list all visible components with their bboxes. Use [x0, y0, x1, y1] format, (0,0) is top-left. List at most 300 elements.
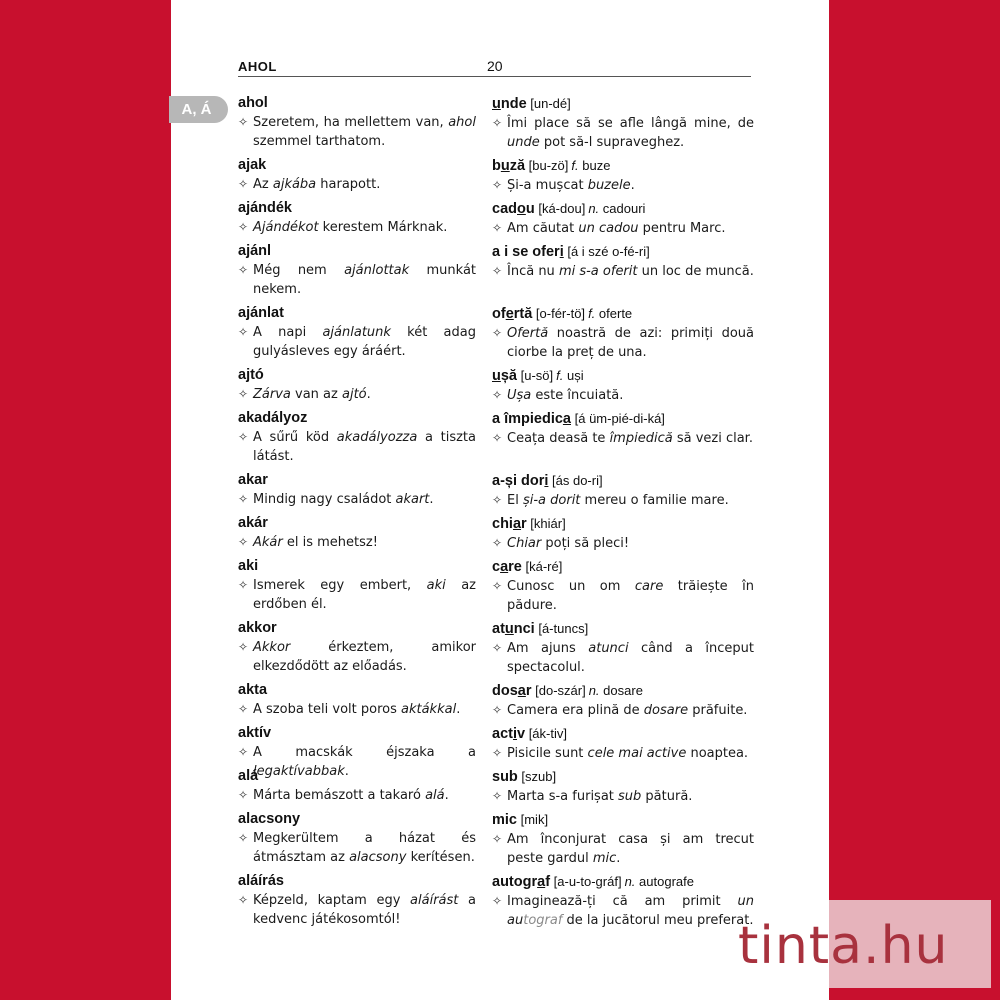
text-run: noaptea.	[686, 746, 749, 761]
text-run: trăiește în pădure.	[507, 579, 754, 613]
example-sentence	[238, 490, 476, 509]
headword	[238, 410, 307, 426]
text-run: aki	[426, 578, 446, 593]
example-sentence	[492, 262, 754, 281]
dictionary-entry	[492, 199, 754, 238]
text-run: atunci	[588, 641, 629, 656]
pronunciation	[525, 158, 568, 173]
example-sentence	[238, 829, 476, 867]
example-sentence	[492, 830, 754, 868]
entry-heading	[492, 619, 754, 639]
dictionary-entry	[492, 767, 754, 806]
text-run: cad	[492, 201, 517, 217]
text-run: a tiszta látást.	[253, 430, 476, 464]
dictionary-entry	[492, 366, 754, 405]
text-run: ajánl	[238, 243, 272, 259]
text-run: Még nem	[253, 263, 345, 278]
entry-heading	[492, 366, 754, 386]
dictionary-entry	[238, 409, 476, 466]
example-diamond-icon: ✧	[492, 746, 503, 760]
headword	[238, 558, 258, 574]
example-diamond-icon: ✧	[238, 893, 249, 907]
headword	[492, 473, 548, 489]
text-run: aktákkal	[401, 702, 457, 717]
entry-heading	[238, 557, 476, 576]
text-run: care	[634, 579, 664, 594]
text-run: i	[544, 473, 549, 489]
text-run: ahol	[448, 115, 476, 130]
text-run: Mindig nagy családot	[253, 492, 396, 507]
part-of-speech: f.	[556, 368, 564, 383]
example-sentence	[492, 892, 754, 930]
example-diamond-icon: ✧	[238, 387, 249, 401]
dictionary-entry	[238, 810, 476, 867]
text-run: Camera era plină de	[507, 703, 644, 718]
text-run: akar	[238, 472, 268, 488]
text-run: .	[616, 851, 621, 866]
headword	[238, 620, 277, 636]
text-run: a	[537, 874, 546, 890]
text-run: unde	[507, 135, 540, 150]
text-run: ajánlatunk	[322, 325, 391, 340]
text-run: ajándék	[238, 200, 292, 216]
example-sentence	[492, 639, 754, 677]
headword	[492, 812, 517, 828]
text-run: ajánlat	[238, 305, 284, 321]
text-run: [szub]	[517, 769, 557, 784]
example-sentence	[238, 891, 476, 929]
headword	[492, 874, 550, 890]
text-run: să vezi clar.	[672, 431, 753, 446]
text-run: Megkerültem a házat és átmásztam az	[253, 831, 476, 865]
example-sentence	[492, 491, 754, 510]
text-run: Akár	[253, 535, 283, 550]
text-run: un cadou	[578, 221, 639, 236]
headword	[492, 411, 571, 427]
text-run: tograf	[523, 913, 563, 928]
text-run: nde	[500, 96, 527, 112]
headword	[492, 516, 527, 532]
text-run: Am căutat	[507, 221, 579, 236]
text-run: ajtó	[341, 387, 367, 402]
text-run: [bu-zö]	[525, 158, 569, 173]
example-diamond-icon: ✧	[238, 263, 249, 277]
example-sentence	[492, 324, 754, 362]
entry-heading	[492, 156, 754, 176]
entry-heading	[238, 156, 476, 175]
example-diamond-icon: ✧	[492, 789, 503, 803]
plural-form: oferte	[598, 306, 633, 321]
text-run: [u-sö]	[517, 368, 554, 383]
example-sentence	[492, 386, 754, 405]
text-run: .	[444, 788, 449, 803]
text-run: autogr	[492, 874, 538, 890]
text-run: sub	[618, 789, 642, 804]
plural-form: dosare	[603, 683, 643, 698]
text-run: Pisicile sunt	[507, 746, 588, 761]
example-sentence	[492, 534, 754, 553]
headword	[238, 243, 271, 259]
text-run: a kedvenc játékosomtól!	[253, 893, 476, 927]
example-diamond-icon: ✧	[238, 640, 249, 654]
example-diamond-icon: ✧	[492, 388, 503, 402]
dictionary-entry	[238, 366, 476, 404]
pronunciation	[518, 769, 556, 784]
grammar-info	[556, 368, 583, 383]
example-diamond-icon: ✧	[238, 702, 249, 716]
dictionary-entry	[238, 872, 476, 929]
text-run: ză	[509, 158, 526, 174]
text-run: act	[492, 726, 513, 742]
example-sentence	[492, 176, 754, 195]
text-run: kerítésen.	[406, 850, 475, 865]
text-run: Márta bemászott a takaró	[253, 788, 426, 803]
plural-form: uși	[566, 368, 584, 383]
page-number: 20	[487, 58, 503, 74]
example-sentence	[238, 533, 476, 552]
text-run: a	[500, 559, 509, 575]
dictionary-entry	[238, 557, 476, 614]
text-run: A sűrű köd	[253, 430, 337, 445]
plural-form: cadouri	[602, 201, 646, 216]
dictionary-entry	[238, 199, 476, 237]
pronunciation	[550, 874, 622, 889]
example-diamond-icon: ✧	[238, 492, 249, 506]
headword	[238, 725, 271, 741]
example-diamond-icon: ✧	[238, 831, 249, 845]
pronunciation	[564, 244, 650, 259]
entry-heading	[492, 557, 754, 577]
dictionary-page	[171, 0, 829, 1000]
entry-heading	[238, 409, 476, 428]
text-run: re	[508, 559, 522, 575]
headword	[492, 769, 518, 785]
headword	[492, 306, 532, 322]
text-run: [khiár]	[526, 516, 566, 531]
dictionary-entry	[238, 619, 476, 676]
headword	[492, 621, 535, 637]
text-run: [ká-dou]	[534, 201, 586, 216]
example-diamond-icon: ✧	[492, 326, 503, 340]
text-run: El	[507, 493, 523, 508]
text-run: rtă	[513, 306, 533, 322]
text-run: mi s-a oferit	[558, 264, 638, 279]
text-run: Ofertă	[507, 326, 549, 341]
text-run: Szeretem, ha mellettem van,	[253, 115, 449, 130]
dictionary-entry	[492, 681, 754, 720]
grammar-info	[571, 158, 610, 173]
example-sentence	[492, 787, 754, 806]
example-diamond-icon: ✧	[238, 115, 249, 129]
text-run: poți să pleci!	[541, 536, 630, 551]
example-diamond-icon: ✧	[492, 264, 503, 278]
example-diamond-icon: ✧	[492, 536, 503, 550]
example-sentence	[492, 577, 754, 615]
part-of-speech: f.	[588, 306, 596, 321]
text-run: akart	[395, 492, 430, 507]
text-run: a	[562, 411, 571, 427]
headword	[492, 559, 522, 575]
text-run: când a început spectacolul.	[507, 641, 754, 675]
dictionary-entry	[238, 514, 476, 552]
header-divider	[238, 76, 751, 77]
text-run: u	[500, 158, 510, 174]
text-run: kerestem Márknak.	[318, 220, 448, 235]
plural-form: autografe	[639, 874, 694, 889]
text-run: a	[517, 683, 526, 699]
text-run: și-a dorit	[522, 493, 581, 508]
dictionary-entry	[492, 471, 754, 510]
text-run: [ká-ré]	[521, 559, 563, 574]
pronunciation	[522, 559, 562, 574]
entry-heading	[492, 810, 754, 830]
text-run: Îmi place să se afle lângă mine, de	[507, 116, 754, 131]
dictionary-entry	[238, 767, 476, 805]
headword	[492, 96, 527, 112]
text-run: c	[492, 559, 501, 575]
example-diamond-icon: ✧	[492, 178, 503, 192]
text-run: dosare	[643, 703, 689, 718]
text-run: Cunosc un om	[507, 579, 635, 594]
pronunciation	[517, 368, 553, 383]
headword	[238, 682, 267, 698]
text-run: a împiedic	[492, 411, 563, 427]
part-of-speech: n.	[588, 683, 600, 698]
plural-form: buze	[582, 158, 611, 173]
text-run: pătură.	[641, 789, 693, 804]
text-run: akkor	[238, 620, 277, 636]
text-run: Chiar	[507, 536, 542, 551]
example-sentence	[492, 114, 754, 152]
running-header-word: AHOL	[238, 59, 277, 74]
text-run: .	[344, 764, 349, 779]
headword	[238, 157, 266, 173]
pronunciation	[532, 306, 585, 321]
pronunciation	[527, 516, 566, 531]
example-sentence	[238, 218, 476, 237]
text-run: mic	[592, 851, 617, 866]
headword	[492, 158, 525, 174]
text-run: [ás do-ri]	[548, 473, 603, 488]
dictionary-entry	[238, 304, 476, 361]
text-run: el is mehetsz!	[282, 535, 378, 550]
example-diamond-icon: ✧	[238, 535, 249, 549]
dictionary-entry	[492, 619, 754, 677]
text-run: e	[505, 306, 514, 322]
pronunciation	[535, 201, 586, 216]
text-run: Imaginează-ți că am primit	[507, 894, 738, 909]
dictionary-entry	[492, 872, 754, 930]
example-diamond-icon: ✧	[238, 325, 249, 339]
entry-heading	[492, 681, 754, 701]
example-diamond-icon: ✧	[238, 578, 249, 592]
example-diamond-icon: ✧	[238, 788, 249, 802]
example-sentence	[492, 429, 754, 448]
text-run: r	[521, 516, 527, 532]
dictionary-entry	[492, 514, 754, 553]
example-sentence	[238, 323, 476, 361]
text-run: A napi	[253, 325, 323, 340]
example-sentence	[238, 786, 476, 805]
text-run: nci	[513, 621, 535, 637]
entry-heading	[492, 872, 754, 892]
example-diamond-icon: ✧	[492, 116, 503, 130]
dictionary-entry	[238, 471, 476, 509]
text-run: ajtó	[238, 367, 264, 383]
watermark-text: tinta.hu	[738, 916, 949, 976]
text-run: Ușa	[507, 388, 532, 403]
headword	[492, 683, 532, 699]
entry-heading	[492, 304, 754, 324]
text-run: két adag gulyásleves egy áráért.	[253, 325, 476, 359]
text-run: Încă nu	[507, 264, 559, 279]
text-run: akta	[238, 682, 268, 698]
text-run: șă	[500, 368, 517, 384]
example-diamond-icon: ✧	[492, 832, 503, 846]
text-run: at	[492, 621, 505, 637]
text-run: mereu o familie mare.	[580, 493, 729, 508]
text-run: de la jucătorul meu preferat.	[562, 913, 754, 928]
text-run: alá	[425, 788, 445, 803]
example-sentence	[238, 261, 476, 299]
entry-heading	[492, 242, 754, 262]
entry-heading	[238, 471, 476, 490]
text-run: buzele	[587, 178, 631, 193]
text-run: u	[492, 96, 501, 112]
entry-heading	[492, 724, 754, 744]
entry-heading	[492, 199, 754, 219]
pronunciation	[525, 726, 567, 741]
example-diamond-icon: ✧	[238, 177, 249, 191]
text-run: u	[492, 368, 501, 384]
text-run: Și-a mușcat	[507, 178, 588, 193]
text-run: [o-fér-tö]	[532, 306, 586, 321]
text-run: Ismerek egy embert,	[253, 578, 427, 593]
text-run: pot să-l supraveghez.	[539, 135, 685, 150]
text-run: van az	[290, 387, 342, 402]
dictionary-entry	[492, 304, 754, 362]
example-diamond-icon: ✧	[492, 493, 503, 507]
text-run: ajak	[238, 157, 267, 173]
text-run: .	[630, 178, 635, 193]
text-run: A szoba teli volt poros	[253, 702, 401, 717]
part-of-speech: n.	[624, 874, 636, 889]
grammar-info	[589, 683, 643, 698]
text-run: az erdőben él.	[253, 578, 476, 612]
example-diamond-icon: ✧	[238, 220, 249, 234]
text-run: chi	[492, 516, 513, 532]
text-run: i	[559, 244, 564, 260]
text-run: Am ajuns	[507, 641, 589, 656]
pronunciation	[571, 411, 665, 426]
text-run: érkeztem, amikor elkezdődött az előadás.	[253, 640, 476, 674]
text-run: b	[492, 158, 501, 174]
text-run: împiedică	[609, 431, 673, 446]
text-run: prăfuite.	[688, 703, 748, 718]
pronunciation	[532, 683, 586, 698]
entry-heading	[492, 767, 754, 787]
headword	[492, 368, 517, 384]
text-run: akadályoz	[238, 410, 308, 426]
text-run: akadályozza	[336, 430, 418, 445]
part-of-speech: f.	[571, 158, 579, 173]
text-run: [mik]	[517, 812, 549, 827]
headword	[238, 768, 258, 784]
text-run: un au	[507, 894, 754, 928]
text-run: a-și dor	[492, 473, 545, 489]
text-run: szemmel tarthatom.	[253, 134, 386, 149]
headword	[238, 95, 268, 111]
pronunciation	[527, 96, 571, 111]
text-run: Az	[253, 177, 273, 192]
text-run: .	[456, 702, 461, 717]
pronunciation	[535, 621, 588, 636]
text-run: legaktívabbak	[253, 764, 345, 779]
text-run: aláírást	[410, 893, 459, 908]
headword	[492, 244, 564, 260]
text-run: ajkába	[272, 177, 317, 192]
text-run: harapott.	[316, 177, 381, 192]
grammar-info	[588, 306, 632, 321]
text-run: pentru Marc.	[638, 221, 726, 236]
text-run: akár	[238, 515, 268, 531]
letter-tab: A, Á	[169, 96, 228, 123]
entry-heading	[238, 681, 476, 700]
entry-heading	[238, 94, 476, 113]
example-diamond-icon: ✧	[492, 579, 503, 593]
grammar-info	[588, 201, 645, 216]
example-sentence	[492, 744, 754, 763]
example-sentence	[238, 638, 476, 676]
text-run: [a-u-to-gráf]	[550, 874, 622, 889]
entry-heading	[238, 724, 476, 743]
headword	[238, 472, 268, 488]
entry-heading	[238, 872, 476, 891]
dictionary-entry	[238, 681, 476, 719]
text-run: f	[545, 874, 551, 890]
text-run: [á üm-pié-di-ká]	[571, 411, 665, 426]
text-run: [do-szár]	[531, 683, 586, 698]
dictionary-entry	[492, 94, 754, 152]
text-run: [á-tuncs]	[534, 621, 589, 636]
text-run: Ceața deasă te	[507, 431, 610, 446]
headword	[238, 305, 284, 321]
entry-heading	[238, 514, 476, 533]
text-run: alacsony	[238, 811, 301, 827]
text-run: of	[492, 306, 506, 322]
text-run: dos	[492, 683, 518, 699]
example-diamond-icon: ✧	[238, 430, 249, 444]
text-run: a i se ofer	[492, 244, 560, 260]
headword	[238, 873, 284, 889]
text-run: Képzeld, kaptam egy	[253, 893, 411, 908]
entry-heading	[238, 810, 476, 829]
text-run: alá	[238, 768, 259, 784]
dictionary-entry	[238, 242, 476, 299]
headword	[238, 200, 292, 216]
headword	[238, 367, 264, 383]
text-run: Ajándékot	[253, 220, 319, 235]
text-run: o	[517, 201, 526, 217]
example-diamond-icon: ✧	[492, 431, 503, 445]
text-run: aki	[238, 558, 259, 574]
text-run: i	[512, 726, 517, 742]
text-run: v	[517, 726, 526, 742]
example-sentence	[238, 385, 476, 404]
text-run: este încuiată.	[531, 388, 624, 403]
text-run: aláírás	[238, 873, 284, 889]
text-run: noastră de azi: primiți două ciorbe la preț de una.	[507, 326, 754, 360]
